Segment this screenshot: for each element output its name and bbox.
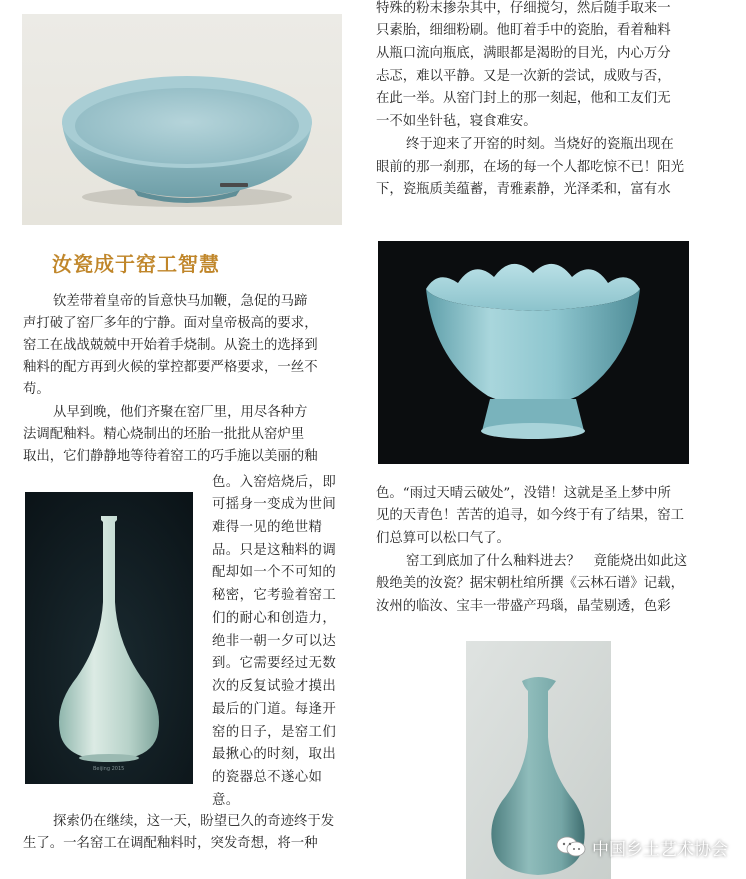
wrap-column-text (212, 474, 352, 808)
paragraph-line: 可摇身一变成为世间 (212, 497, 337, 512)
paragraph-line: 法调配釉料。精心烧制出的坯胎一批批从窑炉里 (23, 427, 305, 442)
paragraph-line: 窑的日子，是窑工们 (212, 725, 337, 740)
left-bottom-text (23, 813, 353, 853)
paragraph-line: 特殊的粉末掺杂其中，仔细搅匀，然后随手取来一 (376, 1, 671, 16)
right-column-text-top (376, 0, 706, 200)
paragraph-line: 最揪心的时刻，取出 (212, 747, 337, 762)
paragraph-line: 品。只是这釉料的调 (212, 543, 337, 558)
paragraph-line: 窑工到底加了什么釉料进去？ 竟能烧出如此这 (406, 554, 688, 569)
paragraph-line: 忐忑，难以平静。又是一次新的尝试，成败与否， (376, 69, 671, 84)
paragraph-line: 们总算可以松口气了。 (376, 531, 510, 546)
paragraph-line: 们的耐心和创造力， (212, 611, 337, 626)
paragraph-line: 终于迎来了开窑的时刻。当烧好的瓷瓶出现在 (406, 137, 674, 152)
paragraph-line: 的瓷器总不遂心如 (212, 770, 323, 785)
paragraph-line: 见的天青色！苦苦的追寻，如今终于有了结果，窑工 (376, 508, 684, 523)
watermark (556, 833, 728, 861)
paragraph-line: 秘密，它考验着窑工 (212, 588, 337, 603)
paragraph-line: 只素胎，细细粉刷。他盯着手中的瓷胎，看着釉料 (376, 23, 671, 38)
paragraph-line: 釉料的配方再到火候的掌控都要严格要求，一丝不 (23, 360, 318, 375)
left-column-text (23, 293, 353, 464)
paragraph-line: 最后的门道。每逢开 (212, 702, 337, 717)
paragraph-line: 窑工在战战兢兢中开始着手烧制。从瓷土的选择到 (23, 338, 318, 353)
paragraph-line: 难得一见的绝世精 (212, 520, 323, 535)
paragraph-line: 色。“雨过天晴云破处”，没错！这就是圣上梦中所 (376, 486, 671, 501)
paragraph-line: 意。 (212, 793, 240, 808)
vase-caption: Beijing 2015 (93, 766, 125, 772)
right-column-text-mid (376, 485, 706, 615)
paragraph-line: 声打破了窑厂多年的宁静。面对皇帝极高的要求， (23, 316, 318, 331)
paragraph-line: 从早到晚，他们齐聚在窑厂里，用尽各种方 (53, 405, 308, 420)
celadon-long-neck-vase-photo (25, 492, 193, 784)
paragraph-line: 从瓶口流向瓶底，满眼都是渴盼的目光，内心万分 (376, 46, 671, 61)
celadon-dish-photo (22, 14, 342, 225)
paragraph-line: 绝非一朝一夕可以达 (212, 634, 337, 649)
paragraph-line: 般绝美的汝瓷？据宋朝杜绾所撰《云林石谱》记载， (376, 576, 684, 591)
paragraph-line: 下，瓷瓶质美蕴蓄，青雅素静，光泽柔和，富有水 (376, 182, 671, 197)
paragraph-line: 眼前的那一刹那，在场的每一个人都吃惊不已！阳光 (376, 160, 684, 175)
paragraph-line: 生了。一名窑工在调配釉料时，突发奇想，将一种 (23, 836, 318, 851)
chat-bubbles-icon (556, 835, 586, 859)
paragraph-line: 一不如坐针毡，寝食难安。 (376, 114, 537, 129)
paragraph-line: 苟。 (23, 382, 50, 397)
paragraph-line: 汝州的临汝、宝丰一带盛产玛瑙，晶莹剔透，色彩 (376, 599, 671, 614)
watermark-text: 中国乡土艺术协会 (592, 839, 728, 860)
paragraph-line: 色。入窑焙烧后，即 (212, 475, 337, 490)
paragraph-line: 钦差带着皇帝的旨意快马加鞭，急促的马蹄 (53, 294, 308, 309)
paragraph-line: 取出，它们静静地等待着窑工的巧手施以美丽的釉 (23, 449, 318, 464)
section-heading: 汝瓷成于窑工智慧 (52, 252, 220, 276)
paragraph-line: 配却如一个不可知的 (212, 565, 337, 580)
paragraph-line: 次的反复试验才摸出 (212, 679, 337, 694)
paragraph-line: 到。它需要经过无数 (212, 656, 337, 671)
celadon-lotus-bowl-photo (378, 241, 689, 464)
paragraph-line: 探索仍在继续，这一天，盼望已久的奇迹终于发 (53, 814, 335, 829)
paragraph-line: 在此一举。从窑门封上的那一刻起，他和工友们无 (376, 91, 671, 106)
